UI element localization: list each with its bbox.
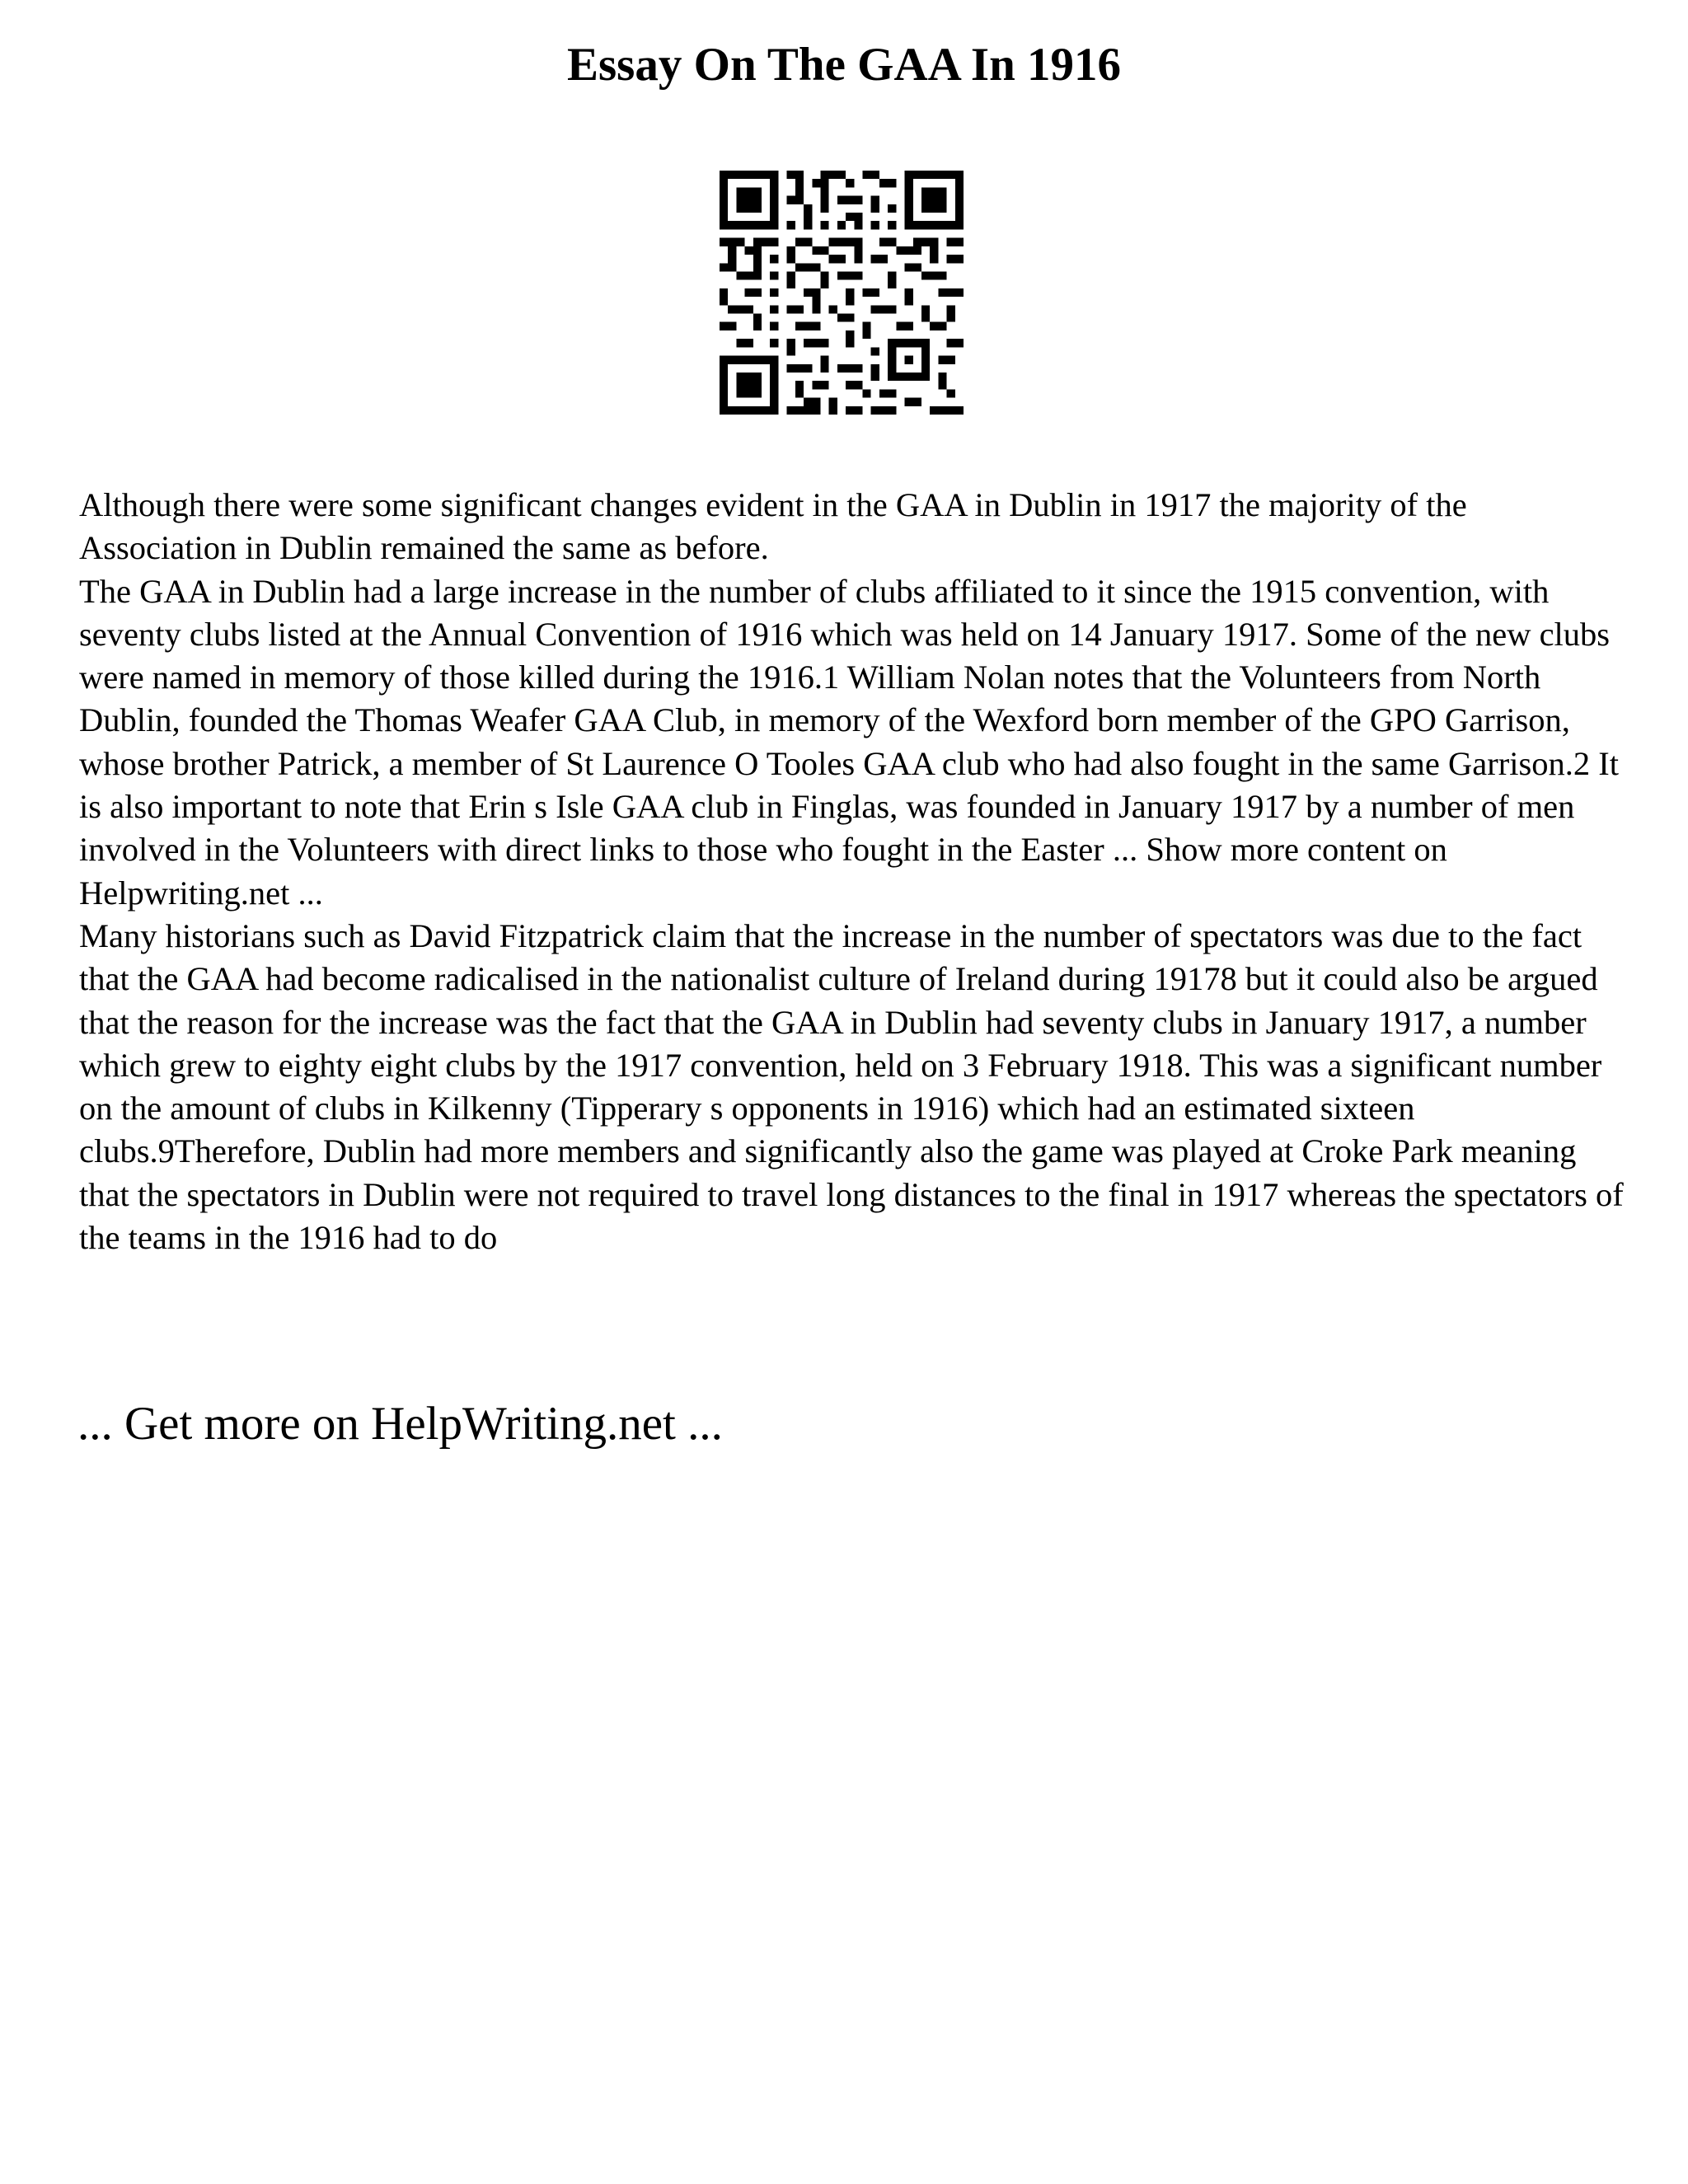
qr-code-icon <box>720 171 964 415</box>
essay-body <box>79 484 1629 1259</box>
document-title: Essay On The GAA In 1916 <box>566 39 1122 91</box>
paragraph-clubs: The GAA in Dublin had a large increase in the number of clubs affiliated to it since the 1915 convention, with seventy clubs listed at the Annual Convention of 1916 which was held on 14 January 1917. Some of the new clubs were named in memory of those killed during the 1916.1 William Nolan notes that the Volunteers from North Dublin, founded the Thomas Weafer GAA Club, in memory of the Wexford born member of the GPO Garrison, whose brother Patrick, a member of St Laurence O Tooles GAA club who had also fought in the same Garrison.2 It is also important to note that Erin s Isle GAA club in Finglas, was founded in January 1917 by a number of men involved in the Volunteers with direct links to those who fought in the Easter ... Show more content on Helpwriting.net ... <box>79 572 1619 912</box>
paragraph-spectators: Many historians such as David Fitzpatrick claim that the increase in the number of spectators was due to the fact that the GAA had become radicalised in the nationalist culture of Ireland during 19178 but it could also be argued that the reason for the increase was the fact that the GAA in Dublin had seventy clubs in January 1917, a number which grew to eighty eight clubs by the 1917 convention, held on 3 February 1918. This was a significant number on the amount of clubs in Kilkenny (Tipperary s opponents in 1916) which had an estimated sixteen clubs.9Therefore, Dublin had more members and significantly also the game was played at Croke Park meaning that the spectators in Dublin were not required to travel long distances to the final in 1917 whereas the spectators of the teams in the 1916 had to do <box>79 916 1624 1257</box>
paragraph-intro: Although there were some significant changes evident in the GAA in Dublin in 1917 the majority of the Association in Dublin remained the same as before. <box>79 486 1467 567</box>
get-more-link[interactable]: ... Get more on HelpWriting.net ... <box>77 1398 723 1450</box>
